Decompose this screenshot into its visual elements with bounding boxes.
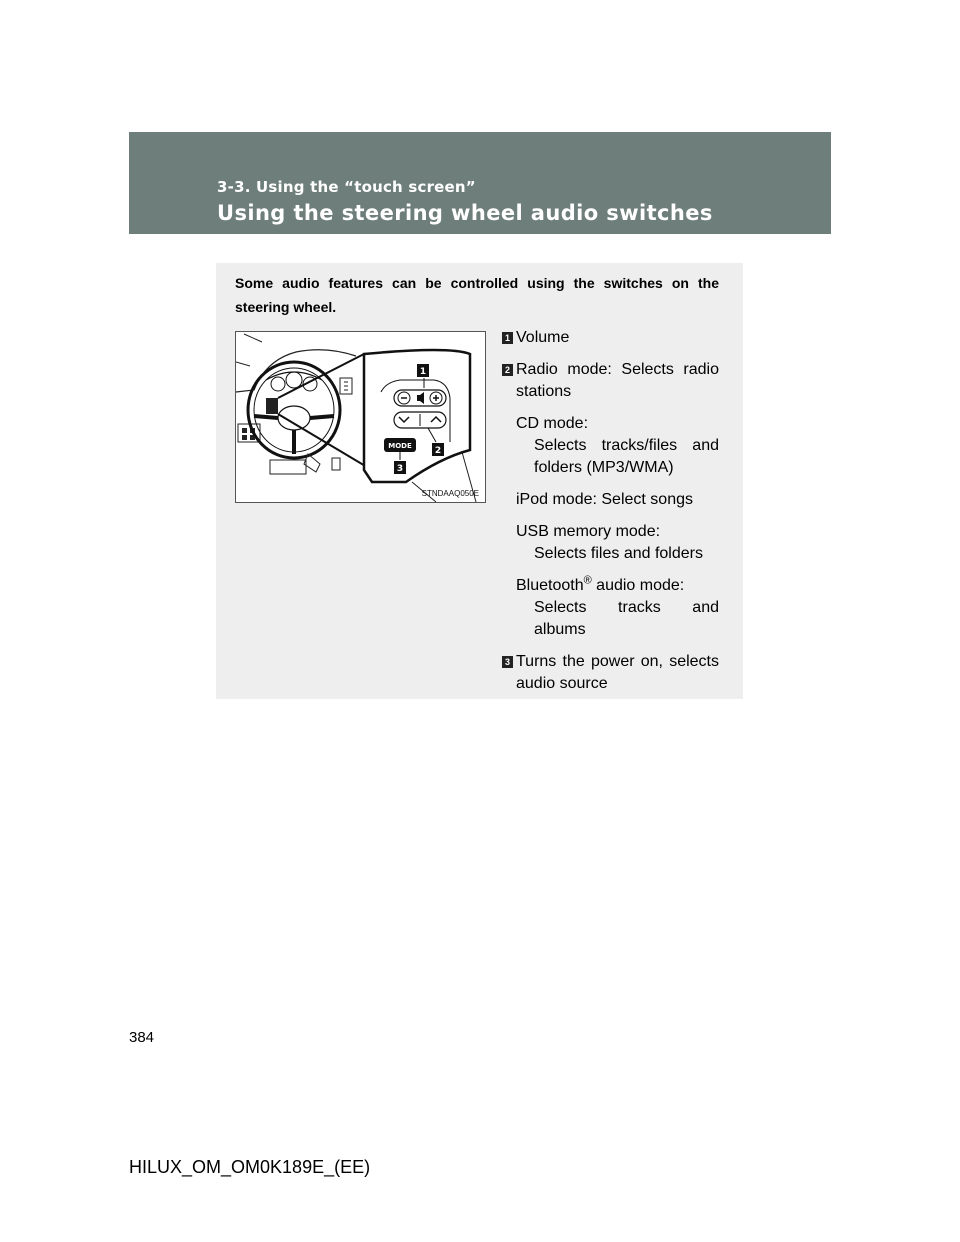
number-badge-3: 3 bbox=[502, 656, 513, 668]
sub-body: Selects files and folders bbox=[534, 545, 703, 562]
sub-item-cd bbox=[516, 413, 719, 479]
section-label: 3-3. Using the “touch screen” bbox=[217, 178, 476, 196]
intro-text: Some audio features can be controlled using the switches on the steering wheel. bbox=[235, 275, 719, 315]
sub-head: iPod mode: Select songs bbox=[516, 491, 693, 508]
steering-wheel-figure bbox=[235, 331, 486, 503]
sub-head: USB memory mode: bbox=[516, 523, 661, 540]
page-title: Using the steering wheel audio switches bbox=[217, 201, 713, 225]
number-badge-2: 2 bbox=[502, 364, 513, 376]
steering-wheel-illustration bbox=[236, 332, 485, 502]
callout-2-label: 2 bbox=[434, 446, 442, 456]
number-badge-1: 1 bbox=[502, 332, 513, 344]
sub-item-bluetooth bbox=[516, 575, 719, 641]
page-number: 384 bbox=[129, 1029, 155, 1046]
callout-1-label: 1 bbox=[419, 367, 427, 377]
bluetooth-label: Bluetooth bbox=[516, 577, 584, 594]
sub-head: CD mode: bbox=[516, 415, 589, 432]
sub-body: Selects tracks and albums bbox=[534, 599, 719, 638]
sub-item-usb bbox=[516, 521, 719, 565]
content-box bbox=[216, 263, 743, 699]
list-item-mode bbox=[502, 651, 719, 695]
sub-head bbox=[516, 575, 719, 597]
mode-button-label: MODE bbox=[388, 442, 412, 450]
list-item-volume bbox=[502, 327, 719, 349]
item-text: Turns the power on, selects audio source bbox=[516, 653, 719, 692]
registered-mark: ® bbox=[583, 574, 592, 587]
item-text: Radio mode: Selects radio stations bbox=[516, 361, 719, 400]
callout-3-label: 3 bbox=[396, 464, 404, 474]
figure-code: STNDAAQ050E bbox=[421, 489, 479, 498]
item-text: Volume bbox=[516, 329, 570, 346]
audio-mode-label: audio mode: bbox=[591, 577, 685, 594]
header-band bbox=[129, 132, 831, 234]
feature-list bbox=[502, 327, 719, 705]
sub-item-ipod bbox=[516, 489, 719, 511]
list-item-seek bbox=[502, 359, 719, 641]
sub-body: Selects tracks/files and folders (MP3/WMA) bbox=[534, 437, 719, 476]
footer-code: HILUX_OM_OM0K189E_(EE) bbox=[129, 1157, 371, 1177]
